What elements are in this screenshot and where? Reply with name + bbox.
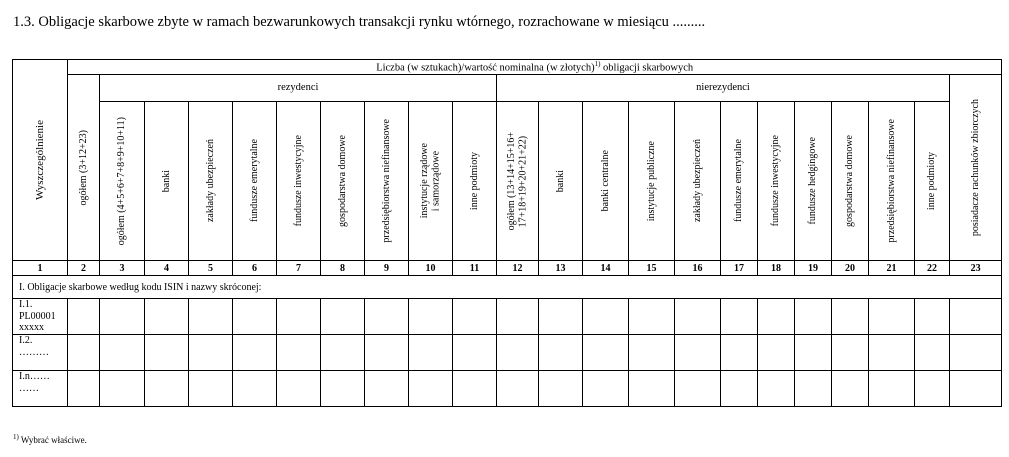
data-cell[interactable] (100, 299, 145, 335)
column-number: 5 (189, 261, 233, 276)
nierezydenci-col-header: fundusze emerytalne (733, 139, 745, 223)
data-cell[interactable] (145, 371, 189, 407)
total-col-label: ogółem (3+12+23) (77, 129, 89, 205)
data-cell[interactable] (832, 299, 869, 335)
column-number: 4 (145, 261, 189, 276)
data-cell[interactable] (832, 335, 869, 371)
data-cell[interactable] (758, 299, 795, 335)
row-label: I.2. ……… (13, 335, 68, 371)
column-number: 22 (915, 261, 950, 276)
nierezydenci-col-header: fundusze hedgingowe (807, 137, 819, 225)
data-cell[interactable] (145, 335, 189, 371)
data-cell[interactable] (277, 299, 321, 335)
nierezydenci-col-header: banki centralne (599, 150, 611, 212)
nierezydenci-col-header: banki (554, 169, 566, 193)
data-cell[interactable] (869, 299, 915, 335)
data-cell[interactable] (795, 335, 832, 371)
nierezydenci-col-header: przedsiębiorstwa niefinansowe (885, 119, 897, 243)
column-number: 6 (233, 261, 277, 276)
data-cell[interactable] (321, 335, 365, 371)
data-cell[interactable] (915, 371, 950, 407)
data-cell[interactable] (365, 335, 409, 371)
column-number: 19 (795, 261, 832, 276)
row-header-label: Wyszczególnienie (33, 120, 46, 200)
data-cell[interactable] (189, 299, 233, 335)
data-cell[interactable] (950, 335, 1002, 371)
data-cell[interactable] (409, 335, 453, 371)
data-cell[interactable] (675, 299, 721, 335)
rezydenci-col-header-cell (321, 102, 365, 261)
rezydenci-col-header-cell (277, 102, 321, 261)
column-number: 9 (365, 261, 409, 276)
data-cell[interactable] (100, 371, 145, 407)
column-number: 14 (583, 261, 629, 276)
column-number: 13 (539, 261, 583, 276)
nierezydenci-col-header-cell (675, 102, 721, 261)
data-cell[interactable] (539, 371, 583, 407)
column-number: 17 (721, 261, 758, 276)
column-number: 1 (13, 261, 68, 276)
top-header-text: Liczba (w sztukach)/wartość nominalna (w złotych) (376, 62, 595, 74)
nierezydenci-col-header-cell (629, 102, 675, 261)
data-cell[interactable] (675, 371, 721, 407)
column-number: 11 (453, 261, 497, 276)
top-header-tail: obligacji skarbowych (600, 62, 694, 74)
rezydenci-col-header: inne podmioty (468, 151, 480, 211)
column-number: 8 (321, 261, 365, 276)
data-cell[interactable] (497, 371, 539, 407)
column-number: 16 (675, 261, 721, 276)
top-header (68, 60, 1002, 75)
nierezydenci-col-header: fundusze inwestycyjne (770, 135, 782, 227)
nierezydenci-col-header-cell (758, 102, 795, 261)
rezydenci-col-header-cell (409, 102, 453, 261)
data-cell[interactable] (233, 371, 277, 407)
section-label: I. Obligacje skarbowe według kodu ISIN i nazwy skróconej: (13, 276, 1002, 299)
data-cell[interactable] (277, 371, 321, 407)
data-cell[interactable] (68, 299, 100, 335)
data-cell[interactable] (721, 299, 758, 335)
nierezydenci-col-header: ogółem (13+14+15+16+ 17+18+19+20+21+22) (506, 131, 529, 231)
data-cell[interactable] (321, 371, 365, 407)
data-cell[interactable] (145, 299, 189, 335)
data-cell[interactable] (583, 371, 629, 407)
top-header-sup: 1) (594, 60, 601, 68)
data-cell[interactable] (950, 299, 1002, 335)
rezydenci-col-header-cell (189, 102, 233, 261)
data-cell[interactable] (409, 371, 453, 407)
footnote (13, 433, 87, 445)
data-cell[interactable] (277, 335, 321, 371)
data-cell[interactable] (721, 335, 758, 371)
column-number: 23 (950, 261, 1002, 276)
rezydenci-col-header-cell (145, 102, 189, 261)
data-cell[interactable] (583, 299, 629, 335)
footnote-sup: 1) (13, 433, 19, 441)
data-cell[interactable] (233, 299, 277, 335)
total-col-header (68, 74, 100, 261)
data-cell[interactable] (629, 371, 675, 407)
data-cell[interactable] (795, 371, 832, 407)
nierezydenci-col-header: zakłady ubezpieczeń (691, 139, 703, 223)
data-cell[interactable] (583, 335, 629, 371)
data-cell[interactable] (321, 299, 365, 335)
data-cell[interactable] (758, 371, 795, 407)
table-row (13, 371, 1002, 407)
column-number: 12 (497, 261, 539, 276)
data-cell[interactable] (189, 335, 233, 371)
nierezydenci-col-header: inne podmioty (926, 151, 938, 211)
data-cell[interactable] (629, 299, 675, 335)
table-row (13, 299, 1002, 335)
rezydenci-col-header: gospodarstwa domowe (336, 135, 348, 227)
nierezydenci-col-header-cell (583, 102, 629, 261)
rezydenci-header: rezydenci (100, 74, 497, 102)
data-cell[interactable] (629, 335, 675, 371)
data-cell[interactable] (950, 371, 1002, 407)
data-cell[interactable] (68, 335, 100, 371)
column-number: 2 (68, 261, 100, 276)
column-number: 20 (832, 261, 869, 276)
rezydenci-col-header: banki (160, 169, 172, 193)
rezydenci-col-header: instytucje rządowe i samorządowe (419, 143, 442, 219)
column-number: 15 (629, 261, 675, 276)
nierezydenci-col-header-cell (721, 102, 758, 261)
row-label: I.1. PL00001 xxxxx (13, 299, 68, 335)
rezydenci-col-header: fundusze emerytalne (248, 139, 260, 223)
rezydenci-col-header: fundusze inwestycyjne (292, 135, 304, 227)
data-cell[interactable] (189, 371, 233, 407)
bonds-table (12, 59, 1002, 407)
data-cell[interactable] (915, 335, 950, 371)
column-number: 7 (277, 261, 321, 276)
column-number: 3 (100, 261, 145, 276)
nierezydenci-header: nierezydenci (497, 74, 950, 102)
data-cell[interactable] (675, 335, 721, 371)
nierezydenci-col-header-cell (915, 102, 950, 261)
last-col-label: posiadacze rachunków zbiorczych (969, 98, 981, 236)
data-cell[interactable] (365, 371, 409, 407)
nierezydenci-col-header-cell (795, 102, 832, 261)
data-cell[interactable] (497, 299, 539, 335)
data-cell[interactable] (832, 371, 869, 407)
data-cell[interactable] (233, 335, 277, 371)
rezydenci-col-header-cell (100, 102, 145, 261)
page-title: 1.3. Obligacje skarbowe zbyte w ramach bezwarunkowych transakcji rynku wtórnego, rozrachowane w miesiącu ......... (13, 14, 706, 30)
data-cell[interactable] (915, 299, 950, 335)
data-cell[interactable] (539, 299, 583, 335)
data-cell[interactable] (795, 299, 832, 335)
data-cell[interactable] (453, 371, 497, 407)
data-cell[interactable] (365, 299, 409, 335)
data-cell[interactable] (453, 335, 497, 371)
nierezydenci-col-header-cell (497, 102, 539, 261)
row-header-cell (13, 60, 68, 261)
nierezydenci-col-header-cell (539, 102, 583, 261)
footnote-text: Wybrać właściwe. (18, 435, 87, 445)
data-cell[interactable] (409, 299, 453, 335)
column-number: 18 (758, 261, 795, 276)
data-cell[interactable] (100, 335, 145, 371)
data-cell[interactable] (758, 335, 795, 371)
rezydenci-col-header-cell (365, 102, 409, 261)
nierezydenci-col-header-cell (832, 102, 869, 261)
rezydenci-col-header-cell (233, 102, 277, 261)
data-cell[interactable] (68, 371, 100, 407)
nierezydenci-col-header: instytucje publiczne (645, 140, 657, 222)
last-col-header (950, 74, 1002, 261)
data-cell[interactable] (721, 371, 758, 407)
rezydenci-col-header: zakłady ubezpieczeń (204, 139, 216, 223)
data-cell[interactable] (539, 335, 583, 371)
data-cell[interactable] (869, 371, 915, 407)
row-label: I.n…… …… (13, 371, 68, 407)
column-number: 10 (409, 261, 453, 276)
rezydenci-col-header: przedsiębiorstwa niefinansowe (380, 119, 392, 243)
rezydenci-col-header: ogółem (4+5+6+7+8+9+10+11) (116, 116, 128, 246)
table-row (13, 335, 1002, 371)
column-number: 21 (869, 261, 915, 276)
nierezydenci-col-header-cell (869, 102, 915, 261)
nierezydenci-col-header: gospodarstwa domowe (844, 135, 856, 227)
data-cell[interactable] (497, 335, 539, 371)
data-cell[interactable] (453, 299, 497, 335)
data-cell[interactable] (869, 335, 915, 371)
rezydenci-col-header-cell (453, 102, 497, 261)
